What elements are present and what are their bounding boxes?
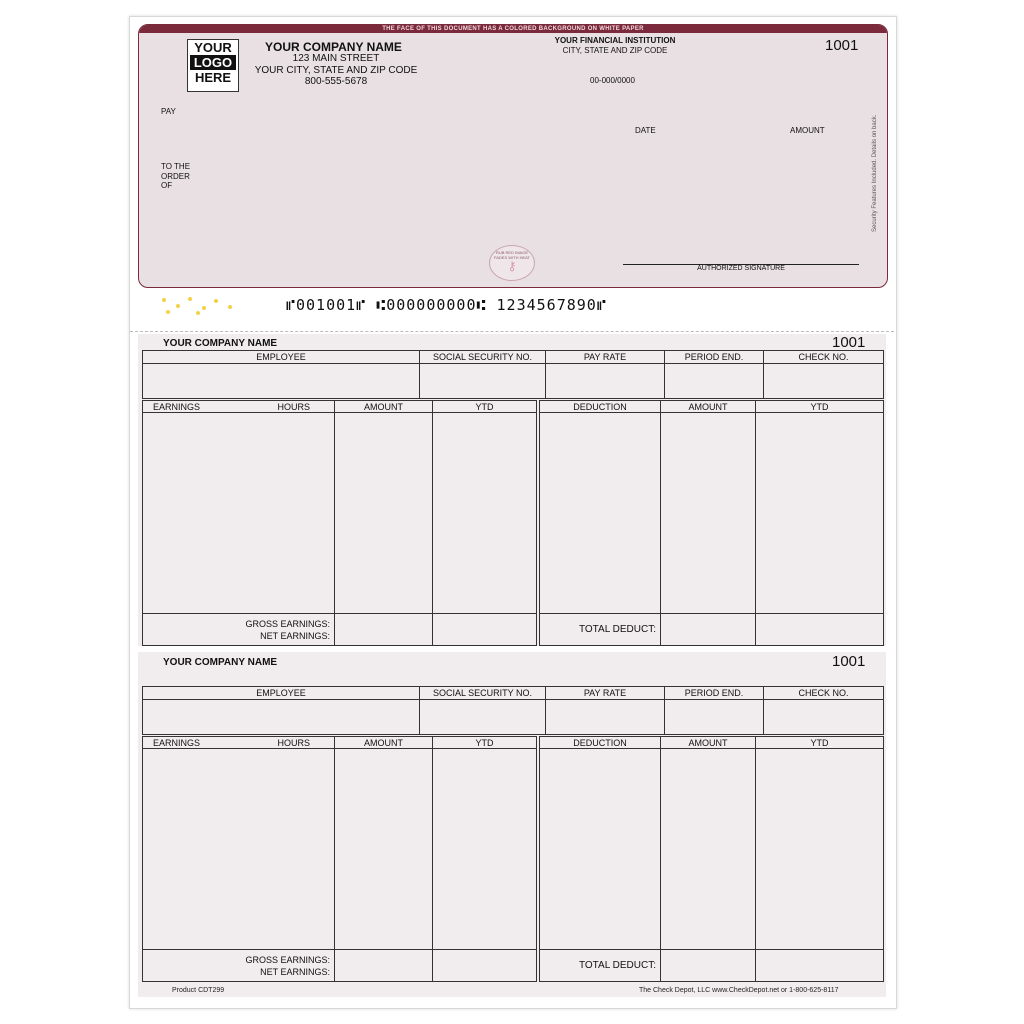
- star-icon: [214, 299, 218, 303]
- company-logo: [187, 39, 239, 92]
- stub-2-total-deduct-ytd-cell[interactable]: [756, 950, 884, 982]
- stub-2-total-deduct-label: TOTAL DEDUCT:: [540, 950, 661, 982]
- company-city: YOUR CITY, STATE AND ZIP CODE: [254, 65, 418, 76]
- star-icon: [176, 304, 180, 308]
- stub-1-header-hours: HOURS: [239, 401, 335, 413]
- star-icon: [162, 298, 166, 302]
- security-features-note: [872, 82, 886, 232]
- stub-2-earnings-cell[interactable]: [143, 749, 335, 950]
- stub-1-earn-ytd-cell[interactable]: [433, 413, 537, 614]
- stub-1-header-ssn: SOCIAL SECURITY NO.: [420, 351, 546, 364]
- order-label-line-3: OF: [161, 181, 173, 190]
- product-code: Product CDT299: [172, 987, 225, 994]
- hologram-stars: [158, 296, 236, 316]
- bank-city: CITY, STATE AND ZIP CODE: [562, 46, 668, 55]
- security-notice-text: THE FACE OF THIS DOCUMENT HAS A COLORED BACKGROUND ON WHITE PAPER: [382, 26, 644, 32]
- amount-label: AMOUNT: [790, 126, 825, 135]
- stub-1-check-no-cell[interactable]: [764, 364, 884, 399]
- signature-label: AUTHORIZED SIGNATURE: [697, 265, 785, 272]
- stub-1-gross-ytd-cell[interactable]: [433, 614, 537, 646]
- stub-1-total-deduct-ytd-cell[interactable]: [756, 614, 884, 646]
- stub-1-deduction-cell[interactable]: [540, 413, 661, 614]
- stub-2-header-hours: HOURS: [239, 737, 335, 749]
- key-icon: ⚷: [507, 259, 517, 273]
- stub-1-header-earn-ytd: YTD: [433, 401, 537, 413]
- perforation-line: [130, 331, 894, 332]
- stub-1-check-number: 1001: [832, 334, 866, 351]
- stub-1-info-table: [142, 350, 884, 399]
- micr-line: ⑈001001⑈ ⑆000000000⑆ 1234567890⑈: [286, 296, 607, 314]
- seal-text: RUB RED IMAGE FADES WITH HEAT: [494, 250, 530, 260]
- stub-2-gross-label: GROSS EARNINGS:: [245, 954, 330, 965]
- star-icon: [166, 310, 170, 314]
- stub-1-header-deduction: DEDUCTION: [540, 401, 661, 413]
- stub-1-header-employee: EMPLOYEE: [143, 351, 420, 364]
- stub-2-gross-ytd-cell[interactable]: [433, 950, 537, 982]
- stub-2-employee-cell[interactable]: [143, 700, 420, 735]
- stub-2-ded-amount-cell[interactable]: [661, 749, 756, 950]
- security-notice-band: [139, 25, 887, 33]
- stub-1-gross-net-labels: [143, 614, 335, 646]
- stub-2-check-no-cell[interactable]: [764, 700, 884, 735]
- company-name: YOUR COMPANY NAME: [265, 40, 402, 54]
- stub-1-total-deduct-amount-cell[interactable]: [661, 614, 756, 646]
- stub-2-gross-net-labels: [143, 950, 335, 982]
- stub-2-net-label: NET EARNINGS:: [260, 966, 330, 977]
- stub-1-gross-amount-cell[interactable]: [335, 614, 433, 646]
- stub-1-header-earn-amount: AMOUNT: [335, 401, 433, 413]
- stub-2-header-ssn: SOCIAL SECURITY NO.: [420, 687, 546, 700]
- stub-1-ded-amount-cell[interactable]: [661, 413, 756, 614]
- stub-2-gross-amount-cell[interactable]: [335, 950, 433, 982]
- stub-2-info-table: [142, 686, 884, 735]
- star-icon: [202, 306, 206, 310]
- order-label-line-1: TO THE: [161, 162, 191, 171]
- logo-line-1: YOUR: [194, 40, 232, 55]
- bank-name: YOUR FINANCIAL INSTITUTION: [554, 36, 676, 45]
- vendor-info: The Check Depot, LLC www.CheckDepot.net or 1-800-625-8117: [639, 987, 839, 994]
- stub-1-earnings-table: [142, 400, 537, 646]
- stub-2-deduction-cell[interactable]: [540, 749, 661, 950]
- stub-2-earnings-table: [142, 736, 537, 982]
- security-features-text: Security Features Included. Details on back.: [872, 114, 878, 232]
- stub-2-header-pay-rate: PAY RATE: [546, 687, 665, 700]
- stub-2-earn-amount-cell[interactable]: [335, 749, 433, 950]
- stub-2-pay-rate-cell[interactable]: [546, 700, 665, 735]
- stub-1-earnings-cell[interactable]: [143, 413, 335, 614]
- stub-1-ssn-cell[interactable]: [420, 364, 546, 399]
- stub-2-header-earn-ytd: YTD: [433, 737, 537, 749]
- logo-line-3: HERE: [194, 70, 232, 85]
- stub-1-ded-ytd-cell[interactable]: [756, 413, 884, 614]
- stub-1-total-deduct-label: TOTAL DEDUCT:: [540, 614, 661, 646]
- stub-1-header-earnings: EARNINGS: [143, 401, 239, 413]
- stub-2-earn-ytd-cell[interactable]: [433, 749, 537, 950]
- stub-2-header-ded-amount: AMOUNT: [661, 737, 756, 749]
- order-label-line-2: ORDER: [161, 172, 190, 181]
- date-label: DATE: [635, 126, 656, 135]
- stub-2-check-number: 1001: [832, 653, 866, 670]
- stub-2-total-deduct-amount-cell[interactable]: [661, 950, 756, 982]
- stub-1-employee-cell[interactable]: [143, 364, 420, 399]
- logo-line-2: LOGO: [190, 55, 236, 70]
- heat-sensitive-seal: [489, 245, 535, 281]
- company-phone: 800-555-5678: [304, 76, 368, 87]
- stub-1-pay-rate-cell[interactable]: [546, 364, 665, 399]
- stub-1-header-period-end: PERIOD END.: [665, 351, 764, 364]
- star-icon: [188, 297, 192, 301]
- stub-2-header-employee: EMPLOYEE: [143, 687, 420, 700]
- stub-1-gross-label: GROSS EARNINGS:: [245, 618, 330, 629]
- stub-1-earn-amount-cell[interactable]: [335, 413, 433, 614]
- star-icon: [228, 305, 232, 309]
- stub-2-header-check-no: CHECK NO.: [764, 687, 884, 700]
- stub-2-header-period-end: PERIOD END.: [665, 687, 764, 700]
- check-number: 1001: [825, 37, 859, 54]
- stub-2-header-deduction: DEDUCTION: [540, 737, 661, 749]
- stub-1-header-ded-amount: AMOUNT: [661, 401, 756, 413]
- star-icon: [196, 311, 200, 315]
- stub-2-deduction-table: [539, 736, 884, 982]
- stub-1-deduction-table: [539, 400, 884, 646]
- stub-1-net-label: NET EARNINGS:: [260, 630, 330, 641]
- routing-fraction: 00-000/0000: [590, 76, 635, 85]
- company-street: 123 MAIN STREET: [292, 53, 380, 64]
- stub-1-company-name: YOUR COMPANY NAME: [163, 338, 278, 349]
- stub-2-company-name: YOUR COMPANY NAME: [163, 657, 278, 668]
- stub-2-period-end-cell[interactable]: [665, 700, 764, 735]
- stub-1-header-pay-rate: PAY RATE: [546, 351, 665, 364]
- stub-2-ded-ytd-cell[interactable]: [756, 749, 884, 950]
- stub-1-header-check-no: CHECK NO.: [764, 351, 884, 364]
- stub-2-ssn-cell[interactable]: [420, 700, 546, 735]
- stub-2-header-earnings: EARNINGS: [143, 737, 239, 749]
- pay-label: PAY: [161, 107, 176, 116]
- stub-1-header-ded-ytd: YTD: [756, 401, 884, 413]
- stub-2-header-earn-amount: AMOUNT: [335, 737, 433, 749]
- stub-1-period-end-cell[interactable]: [665, 364, 764, 399]
- stub-2-header-ded-ytd: YTD: [756, 737, 884, 749]
